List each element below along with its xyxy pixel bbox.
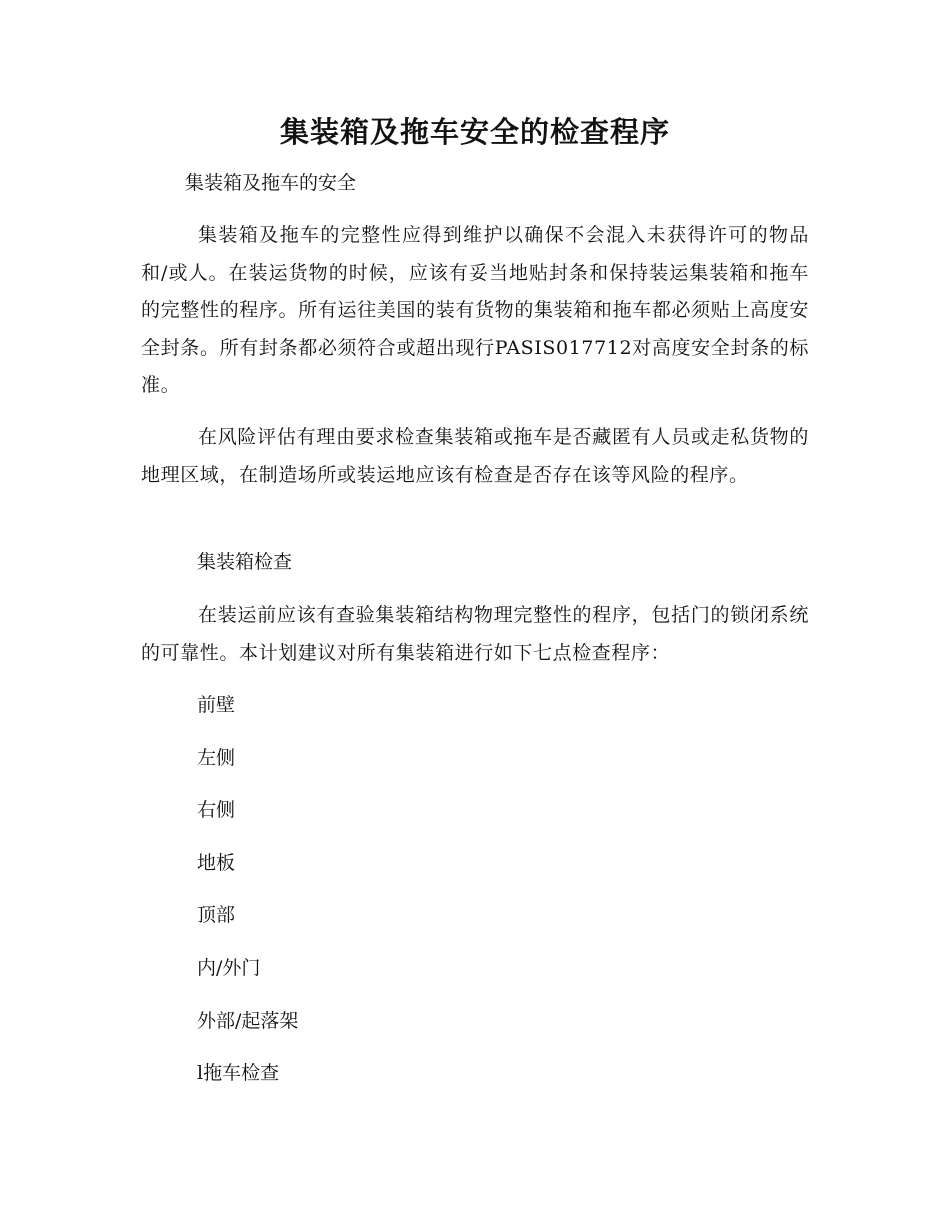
paragraph-integrity: 集装箱及拖车的完整性应得到维护以确保不会混入未获得许可的物品和/或人。在装运货物的时候，应该有妥当地贴封条和保持装运集装箱和拖车的完整性的程序。所有运往美国的装有货物的集装箱和拖车都必须贴上高度安全封条。所有封条都必须符合或超出现行PASIS017712对高度安全封条的标准。 (141, 224, 809, 396)
checkpoint-item: 左侧 (197, 747, 236, 769)
section-heading-trailer-check: l拖车检查 (197, 1062, 280, 1084)
paragraph-inspection-procedure: 在装运前应该有查验集装箱结构物理完整性的程序，包括门的锁闭系统的可靠性。本计划建议对所有集装箱进行如下七点检查程序： (141, 604, 809, 664)
checkpoint-item: 外部/起落架 (197, 1010, 299, 1032)
section-heading-container-check: 集装箱检查 (197, 551, 293, 573)
checkpoint-item: 顶部 (197, 904, 236, 926)
checkpoint-item: 内/外门 (197, 957, 261, 979)
checkpoint-item: 前壁 (197, 694, 236, 716)
checkpoint-item: 右侧 (197, 799, 236, 821)
document-title: 集装箱及拖车安全的检查程序 (279, 115, 670, 149)
checkpoint-item: 地板 (197, 852, 236, 874)
paragraph-risk-assessment: 在风险评估有理由要求检查集装箱或拖车是否藏匿有人员或走私货物的地理区域，在制造场所或装运地应该有检查是否存在该等风险的程序。 (141, 426, 809, 486)
section-subtitle: 集装箱及拖车的安全 (185, 172, 357, 194)
